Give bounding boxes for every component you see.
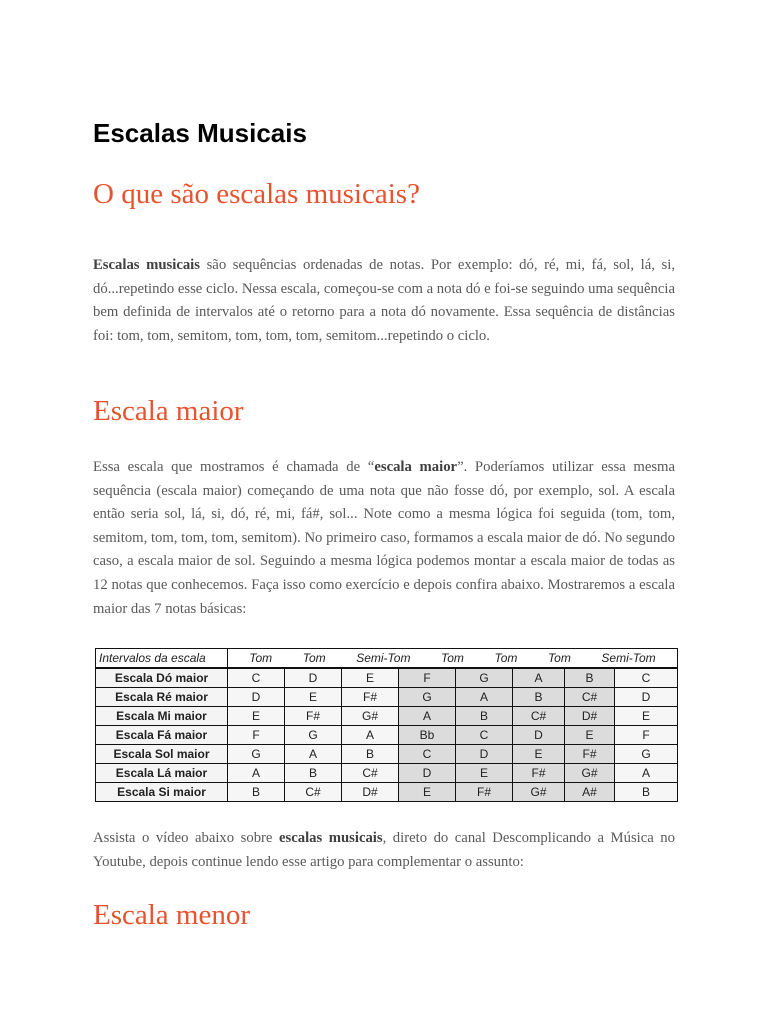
note-cell: D bbox=[228, 688, 285, 707]
row-label: Escala Ré maior bbox=[96, 688, 228, 707]
note-cell: B bbox=[513, 688, 565, 707]
interval-label: Semi-Tom bbox=[356, 651, 411, 665]
table-row bbox=[96, 688, 678, 707]
note-cell: E bbox=[399, 783, 456, 802]
row-label: Escala Mi maior bbox=[96, 707, 228, 726]
note-cell: A bbox=[399, 707, 456, 726]
heading-what-are-scales: O que são escalas musicais? bbox=[93, 178, 420, 210]
note-cell: B bbox=[285, 764, 342, 783]
heading-major-scale: Escala maior bbox=[93, 395, 244, 427]
table-row bbox=[96, 668, 678, 688]
note-cell: B bbox=[565, 668, 615, 688]
note-cell: E bbox=[565, 726, 615, 745]
note-cell: G# bbox=[565, 764, 615, 783]
note-cell: G# bbox=[342, 707, 399, 726]
note-cell: Bb bbox=[399, 726, 456, 745]
document-title: Escalas Musicais bbox=[93, 118, 307, 148]
note-cell: A bbox=[456, 688, 513, 707]
note-cell: A bbox=[228, 764, 285, 783]
paragraph-video bbox=[93, 827, 675, 874]
note-cell: A# bbox=[565, 783, 615, 802]
note-cell: F# bbox=[285, 707, 342, 726]
bold-term: Escalas musicais bbox=[93, 257, 200, 273]
note-cell: G bbox=[456, 668, 513, 688]
note-cell: E bbox=[456, 764, 513, 783]
bold-term: escala maior bbox=[374, 459, 458, 475]
note-cell: D bbox=[285, 668, 342, 688]
note-cell: F# bbox=[456, 783, 513, 802]
note-cell: G bbox=[399, 688, 456, 707]
note-cell: C# bbox=[513, 707, 565, 726]
interval-label: Tom bbox=[249, 651, 273, 665]
note-cell: A bbox=[342, 726, 399, 745]
paragraph-text: ”. Poderíamos utilizar essa mesma sequência (escala maior) começando de uma nota que não fosse dó, por exemplo, sol. A escala então seria sol, lá, si, dó, ré, mi, fá#, sol... Note como a mesma lógica foi seguida (tom, tom, semitom, tom, tom, tom, semitom). No primeiro caso, formamos a escala maior de dó. No segundo caso, a escala maior de sol. Seguindo a mesma lógica podemos montar a escala maior de todas as 12 notas que conhecemos. Faça isso como exercício e depois confira abaixo. Mostraremos a escala maior das 7 notas básicas: bbox=[93, 459, 675, 617]
note-cell: A bbox=[513, 668, 565, 688]
note-cell: F# bbox=[513, 764, 565, 783]
note-cell: D bbox=[513, 726, 565, 745]
note-cell: C# bbox=[565, 688, 615, 707]
note-cell: G# bbox=[513, 783, 565, 802]
bold-term: escalas musicais bbox=[278, 830, 383, 846]
note-cell: C bbox=[615, 668, 678, 688]
note-cell: F bbox=[228, 726, 285, 745]
note-cell: D bbox=[615, 688, 678, 707]
note-cell: B bbox=[456, 707, 513, 726]
note-cell: E bbox=[228, 707, 285, 726]
interval-label: Tom bbox=[547, 651, 571, 665]
table-row bbox=[96, 707, 678, 726]
note-cell: A bbox=[615, 764, 678, 783]
table-row bbox=[96, 783, 678, 802]
table-header-row bbox=[96, 649, 678, 669]
header-label: Intervalos da escala bbox=[96, 649, 228, 669]
note-cell: B bbox=[228, 783, 285, 802]
row-label: Escala Si maior bbox=[96, 783, 228, 802]
note-cell: C bbox=[228, 668, 285, 688]
interval-label: Tom bbox=[302, 651, 326, 665]
table-row bbox=[96, 764, 678, 783]
paragraph-text: , direto do canal Descomplicando a Música no Youtube, depois continue lendo esse artigo para complementar o assunto: bbox=[93, 830, 675, 870]
note-cell: F bbox=[399, 668, 456, 688]
note-cell: G bbox=[228, 745, 285, 764]
note-cell: C bbox=[399, 745, 456, 764]
note-cell: D# bbox=[565, 707, 615, 726]
interval-label: Tom bbox=[441, 651, 464, 665]
note-cell: B bbox=[342, 745, 399, 764]
row-label: Escala Lá maior bbox=[96, 764, 228, 783]
note-cell: C# bbox=[342, 764, 399, 783]
note-cell: F# bbox=[565, 745, 615, 764]
note-cell: B bbox=[615, 783, 678, 802]
note-cell: E bbox=[285, 688, 342, 707]
paragraph-text: são sequências ordenadas de notas. Por exemplo: dó, ré, mi, fá, sol, lá, si, dó...repetindo esse ciclo. Nessa escala, começou-se com a nota dó e foi-se seguindo uma sequência bem definida de intervalos até o retorno para a nota dó novamente. Essa sequência de distâncias foi: tom, tom, semitom, tom, tom, tom, semitom...repetindo o ciclo. bbox=[93, 257, 675, 344]
intervals-header bbox=[228, 649, 678, 669]
row-label: Escala Dó maior bbox=[96, 668, 228, 688]
note-cell: C# bbox=[285, 783, 342, 802]
note-cell: G bbox=[615, 745, 678, 764]
note-cell: D bbox=[399, 764, 456, 783]
note-cell: G bbox=[285, 726, 342, 745]
note-cell: E bbox=[342, 668, 399, 688]
major-scales-table bbox=[95, 648, 678, 802]
note-cell: D# bbox=[342, 783, 399, 802]
row-label: Escala Sol maior bbox=[96, 745, 228, 764]
paragraph-text: Essa escala que mostramos é chamada de “ bbox=[93, 459, 375, 475]
note-cell: E bbox=[513, 745, 565, 764]
paragraph-major-scale bbox=[93, 456, 675, 621]
note-cell: E bbox=[615, 707, 678, 726]
note-cell: D bbox=[456, 745, 513, 764]
paragraph-definition bbox=[93, 254, 675, 348]
note-cell: C bbox=[456, 726, 513, 745]
interval-label: Tom bbox=[494, 651, 518, 665]
note-cell: A bbox=[285, 745, 342, 764]
interval-label: Semi-Tom bbox=[601, 651, 656, 665]
note-cell: F# bbox=[342, 688, 399, 707]
table-row bbox=[96, 726, 678, 745]
paragraph-text: Assista o vídeo abaixo sobre bbox=[93, 830, 279, 846]
heading-minor-scale: Escala menor bbox=[93, 899, 251, 931]
table-row bbox=[96, 745, 678, 764]
row-label: Escala Fá maior bbox=[96, 726, 228, 745]
note-cell: F bbox=[615, 726, 678, 745]
